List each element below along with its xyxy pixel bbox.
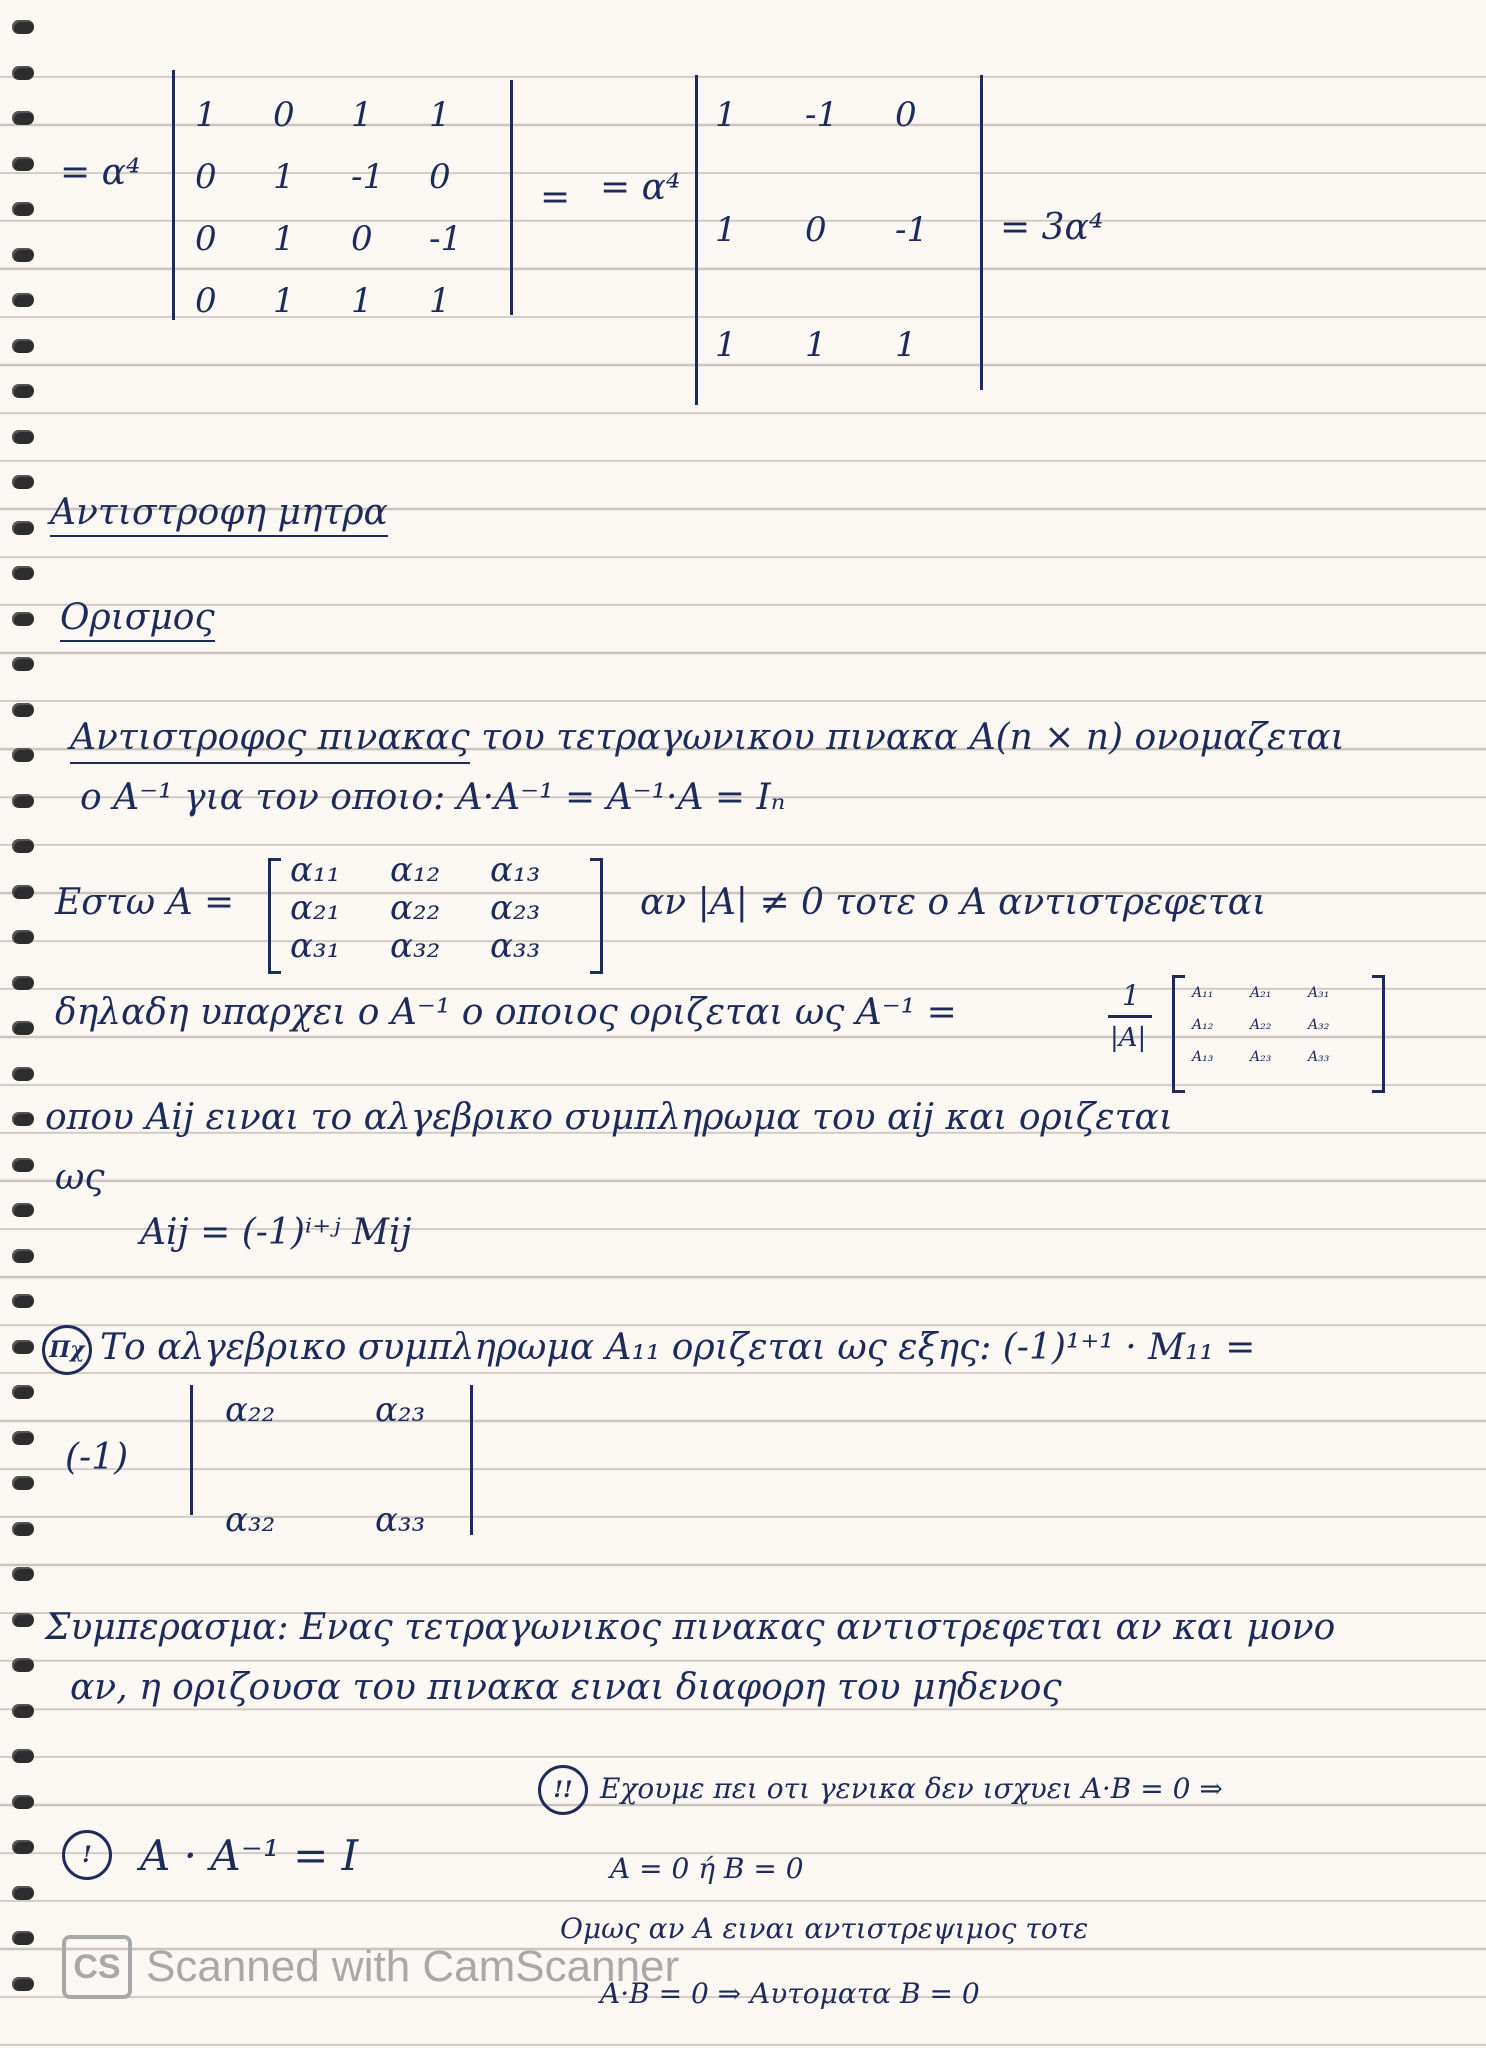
spiral-hole [12,657,34,671]
det-equals: = [540,177,571,218]
watermark-text: Scanned with CamScanner [146,1942,680,1991]
spiral-hole [12,111,34,125]
spiral-hole [12,1021,34,1035]
spiral-hole [12,521,34,535]
det3-entry: 0 [805,210,827,250]
det4-entry: 0 [195,219,217,259]
spiral-hole [12,748,34,762]
spiral-hole [12,339,34,353]
adjugate-entry: A₂₁ [1250,985,1272,1001]
adjugate-entry: A₂₂ [1250,1017,1272,1033]
spiral-hole [12,976,34,990]
det4-entry: 0 [195,157,217,197]
adj-left-bracket [1172,975,1185,1093]
adjugate-entry: A₃₁ [1308,985,1330,1001]
det3-left-bar [695,75,698,405]
spiral-hole [12,384,34,398]
spiral-hole [12,703,34,717]
det3-entry: -1 [895,210,929,250]
invertibility-condition: αν |A| ≠ 0 τοτε ο A αντιστρεφεται [640,882,1267,923]
spiral-hole [12,1067,34,1081]
definition-line-1 [70,717,1345,758]
cofactor-formula: Aij = (-1)ⁱ⁺ʲ Mij [140,1212,412,1253]
spiral-hole [12,1704,34,1718]
matrix-a-entry: α₃₁ [290,926,341,966]
example-badge: Πχ [42,1325,92,1375]
spiral-hole [12,157,34,171]
det4-right-bar [510,80,513,315]
fraction-numerator: 1 [1122,979,1140,1012]
conclusion-line-1: Συμπερασμα: Ενας τετραγωνικος πινακας αντιστρεφεται αν και μονο [45,1607,1336,1648]
spiral-hole [12,66,34,80]
matrix-a-entry: α₂₂ [390,888,441,928]
adjugate-entry: A₁₂ [1192,1017,1214,1033]
spiral-binding [0,20,48,2040]
spiral-hole [12,612,34,626]
spiral-hole [12,1340,34,1354]
det3-entry: 1 [895,325,917,365]
example-det-entry: α₃₃ [375,1500,426,1540]
det3-right-bar [980,75,983,390]
det3-entry: 0 [895,95,917,135]
matrix-a-entry: α₁₃ [490,850,541,890]
spiral-hole [12,566,34,580]
spiral-hole [12,430,34,444]
spiral-hole [12,1749,34,1763]
conclusion-line-2: αν, η οριζουσα του πινακα ειναι διαφορη του μηδενος [70,1667,1062,1708]
spiral-hole [12,1977,34,1991]
page-heading: Αντιστροφη μητρα [50,495,388,537]
det4-entry: 1 [429,281,451,321]
note-2-badge: !! [538,1765,588,1815]
example-det-entry: α₂₃ [375,1390,426,1430]
det4-entry: 1 [273,281,295,321]
matrix-a-entry: α₂₁ [290,888,341,928]
example-det-entry: α₃₂ [225,1500,276,1540]
det3-entry: 1 [715,325,737,365]
spiral-hole [12,1795,34,1809]
note-2-line-3: Ομως αν A ειναι αντιστρεψιμος τοτε [560,1912,1089,1945]
spiral-hole [12,202,34,216]
spiral-hole [12,794,34,808]
det4-entry: 1 [195,95,217,135]
det4-entry: 0 [195,281,217,321]
matrix-a-entry: α₂₃ [490,888,541,928]
inverse-definition-line: δηλαδη υπαρχει ο A⁻¹ ο οποιος οριζεται ως A⁻¹ = [55,992,957,1033]
matrix-a-entry: α₃₃ [490,926,541,966]
det4-lead: = α⁴ [60,152,141,193]
note-2-line-4: A·B = 0 ⇒ Αυτοματα B = 0 [600,1977,980,2010]
note-2-line-1: Εχουμε πει οτι γενικα δεν ισχυει A·B = 0 ⇒ [600,1772,1223,1805]
spiral-hole [12,1249,34,1263]
spiral-hole [12,1476,34,1490]
adjugate-entry: A₃₂ [1308,1017,1330,1033]
det4-entry: -1 [351,157,385,197]
det3-result: = 3α⁴ [1000,207,1104,248]
det4-entry: 1 [351,95,373,135]
spiral-hole [12,839,34,853]
definition-line-1-rest: του τετραγωνικου πινακα A(n × n) ονομαζεται [481,717,1345,758]
example-det-left-bar [190,1385,193,1515]
det3-entry: 1 [805,325,827,365]
matrix-a-right-bracket [590,858,603,974]
example-det-right-bar [470,1385,473,1535]
spiral-hole [12,1931,34,1945]
esto-label: Εστω A = [55,882,235,923]
example-det-entry: α₂₂ [225,1390,276,1430]
fraction-line [1108,1015,1152,1018]
definition-line-2: ο A⁻¹ για τον οποιο: A·A⁻¹ = A⁻¹·A = Iₙ [80,777,786,818]
matrix-a-entry: α₁₂ [390,850,441,890]
spiral-hole [12,885,34,899]
spiral-hole [12,1294,34,1308]
matrix-a-entry: α₁₁ [290,850,341,890]
det4-entry: 1 [429,95,451,135]
note-2-line-2: A = 0 ή B = 0 [610,1852,804,1885]
spiral-hole [12,1840,34,1854]
spiral-hole [12,1522,34,1536]
fraction-denominator: |A| [1110,1023,1147,1053]
spiral-hole [12,1112,34,1126]
det4-entry: 0 [429,157,451,197]
note-1-badge: ! [62,1830,112,1880]
subheading: Ορισμος [60,600,215,642]
det4-entry: 0 [273,95,295,135]
ws-word: ως [55,1157,105,1198]
spiral-hole [12,1203,34,1217]
det4-entry: 1 [273,219,295,259]
spiral-hole [12,20,34,34]
spiral-hole [12,1567,34,1581]
note-1-text: A · A⁻¹ = I [140,1831,359,1880]
cofactor-explanation: οπου Aij ειναι το αλγεβρικο συμπληρωμα του αij και οριζεται [45,1097,1173,1138]
spiral-hole [12,1613,34,1627]
example-factor: (-1) [65,1437,129,1478]
det3-entry: 1 [715,95,737,135]
det4-left-bar [172,70,175,320]
adj-right-bracket [1372,975,1385,1093]
adjugate-entry: A₁₁ [1192,985,1214,1001]
spiral-hole [12,293,34,307]
spiral-hole [12,1158,34,1172]
camscanner-logo: CS [62,1935,132,1999]
det4-entry: 1 [273,157,295,197]
spiral-hole [12,930,34,944]
det4-entry: 0 [351,219,373,259]
det4-entry: -1 [429,219,463,259]
det4-entry: 1 [351,281,373,321]
adjugate-entry: A₃₃ [1308,1049,1330,1065]
spiral-hole [12,248,34,262]
det3-entry: 1 [715,210,737,250]
spiral-hole [12,1431,34,1445]
det3-entry: -1 [805,95,839,135]
spiral-hole [12,1886,34,1900]
camscanner-watermark [62,1935,679,1999]
definition-term: Αντιστροφος πινακας [70,717,470,764]
det3-lead-text: = α⁴ [600,167,681,208]
spiral-hole [12,1658,34,1672]
spiral-hole [12,1385,34,1399]
spiral-hole [12,475,34,489]
adjugate-entry: A₁₃ [1192,1049,1214,1065]
matrix-a-left-bracket [268,858,281,974]
matrix-a-entry: α₃₂ [390,926,441,966]
example-line: Το αλγεβρικο συμπληρωμα A₁₁ οριζεται ως εξης: (-1)¹⁺¹ · M₁₁ = [100,1327,1256,1368]
adjugate-entry: A₂₃ [1250,1049,1272,1065]
